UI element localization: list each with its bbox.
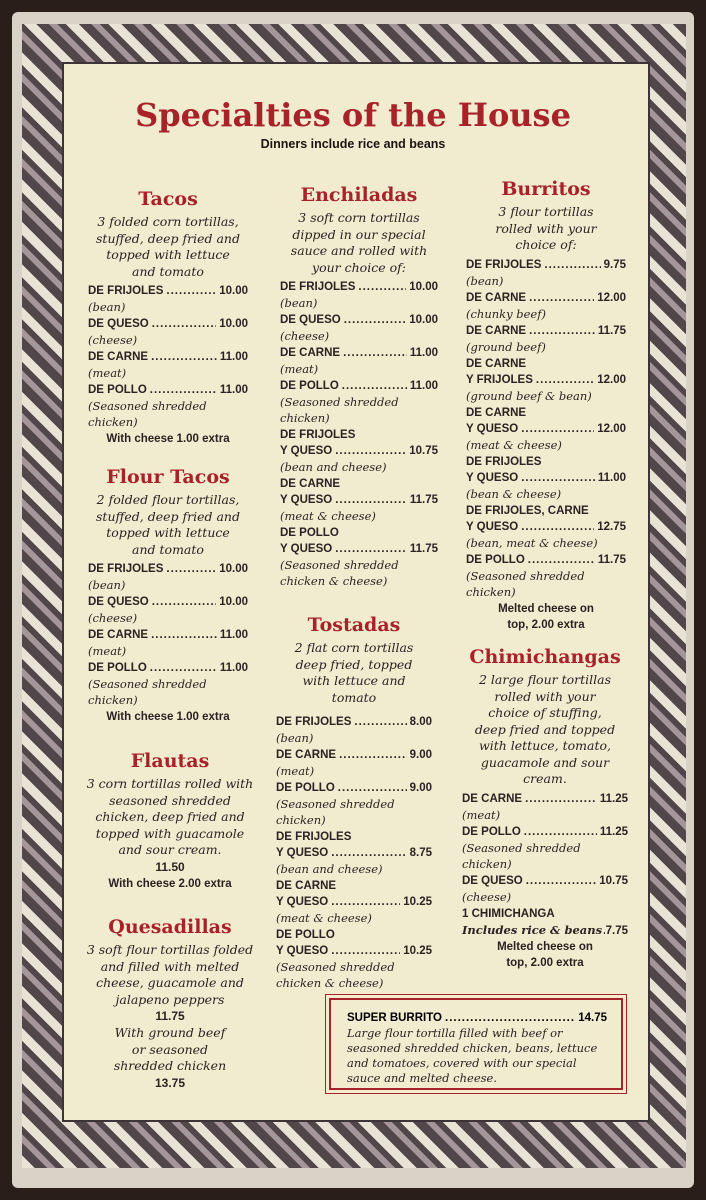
flautas-price: 11.50 bbox=[155, 859, 185, 874]
item-price: 9.00 bbox=[409, 782, 432, 794]
item-note: (bean) bbox=[88, 578, 126, 592]
menu-item bbox=[462, 922, 628, 939]
section-flautas bbox=[84, 750, 256, 892]
item-price: 11.75 bbox=[409, 543, 438, 555]
item-note: (bean and cheese) bbox=[280, 460, 387, 474]
item-name-line: DE CARNE bbox=[466, 357, 527, 370]
item-name: DE POLLO bbox=[462, 825, 521, 838]
item-note: (bean and cheese) bbox=[276, 862, 383, 876]
section-tostadas bbox=[276, 614, 432, 992]
section-desc: 3 corn tortillas rolled with seasoned shredded chicken, deep fried and topped with guacamole and sour cream. bbox=[86, 776, 254, 857]
item-name-line: DE CARNE bbox=[276, 880, 337, 892]
item-name: Y QUESO bbox=[280, 494, 333, 506]
section-title: Flour Tacos bbox=[106, 466, 230, 488]
item-price: 10.25 bbox=[403, 945, 432, 957]
item-note: (cheese) bbox=[88, 333, 138, 347]
item-name-line: DE FRIJOLES, CARNE bbox=[466, 504, 589, 517]
item-price: 14.75 bbox=[578, 1012, 607, 1024]
item-price: 10.75 bbox=[409, 445, 438, 457]
menu-item bbox=[88, 627, 248, 643]
quesadillas-price: 11.75 bbox=[155, 1009, 185, 1023]
item-note: (Seasoned shredded chicken) bbox=[276, 797, 395, 827]
item-name: DE FRIJOLES bbox=[276, 716, 352, 728]
menu-item bbox=[280, 443, 438, 459]
item-name: DE CARNE bbox=[466, 291, 527, 304]
item-price: 11.00 bbox=[597, 471, 626, 484]
menu-item bbox=[462, 791, 628, 807]
item-name: DE QUESO bbox=[280, 314, 341, 326]
item-name: DE CARNE bbox=[276, 749, 337, 761]
item-name-line: DE FRIJOLES bbox=[466, 455, 542, 468]
section-desc: 3 soft corn tortillas dipped in our special sauce and rolled with your choice of: bbox=[290, 210, 428, 275]
item-name-line: DE POLLO bbox=[280, 527, 339, 539]
item-name: DE QUESO bbox=[88, 318, 149, 330]
item-price: 11.75 bbox=[409, 494, 438, 506]
item-price: 11.25 bbox=[599, 825, 628, 838]
section-chimichangas bbox=[462, 646, 628, 971]
super-burrito-box bbox=[329, 998, 623, 1090]
menu-item bbox=[466, 552, 626, 568]
section-burritos bbox=[466, 178, 626, 633]
menu-item bbox=[88, 561, 248, 577]
item-price: 11.25 bbox=[599, 792, 628, 805]
menu-item bbox=[280, 541, 438, 557]
item-note: Includes rice & beans bbox=[462, 922, 603, 937]
item-name: 1 CHIMICHANGA bbox=[462, 907, 555, 920]
item-note: (Seasoned shredded chicken) bbox=[88, 399, 207, 429]
item-price: 11.75 bbox=[597, 324, 626, 337]
menu-item bbox=[466, 421, 626, 437]
item-note: (meat) bbox=[276, 764, 315, 778]
menu-item bbox=[462, 906, 628, 922]
section-tacos bbox=[88, 188, 248, 447]
item-note: (meat & cheese) bbox=[276, 911, 372, 925]
item-name: DE QUESO bbox=[88, 596, 149, 608]
item-note: (bean) bbox=[466, 273, 504, 288]
menu-item bbox=[466, 323, 626, 339]
item-price: 12.00 bbox=[597, 291, 626, 304]
item-price: 11.00 bbox=[219, 351, 248, 363]
item-note: (meat) bbox=[88, 644, 127, 658]
section-quesadillas bbox=[84, 916, 256, 1092]
menu-item bbox=[462, 824, 628, 840]
section-desc: 3 soft flour tortillas folded and filled with melted cheese, guacamole and jalapeno peppers bbox=[86, 942, 254, 1007]
item-note: (chunky beef) bbox=[466, 306, 546, 321]
item-price: 12.00 bbox=[597, 422, 626, 435]
item-name: DE POLLO bbox=[466, 553, 525, 566]
item-note: (meat) bbox=[462, 807, 501, 822]
menu-item bbox=[88, 660, 248, 676]
menu-title: Specialties of the House bbox=[135, 96, 571, 134]
item-name-line: DE FRIJOLES bbox=[280, 429, 356, 441]
section-title: Flautas bbox=[130, 750, 210, 772]
item-note: (Seasoned shredded chicken) bbox=[466, 568, 585, 599]
menu-item bbox=[466, 519, 626, 535]
quesadillas-option-price: 13.75 bbox=[154, 1075, 186, 1090]
menu-item bbox=[466, 257, 626, 273]
section-title: Quesadillas bbox=[108, 916, 232, 938]
item-note: (Seasoned shredded chicken & cheese) bbox=[276, 960, 395, 990]
item-name-line: DE POLLO bbox=[276, 929, 335, 941]
extra-note: With cheese 2.00 extra bbox=[108, 877, 232, 890]
item-name: DE CARNE bbox=[88, 351, 149, 363]
item-price: 11.00 bbox=[409, 347, 438, 359]
menu-item bbox=[466, 372, 626, 388]
item-price: 9.00 bbox=[409, 749, 432, 761]
menu-item bbox=[280, 492, 438, 508]
item-note: (meat & cheese) bbox=[280, 509, 376, 523]
menu-item bbox=[276, 894, 432, 910]
section-desc: 3 folded corn tortillas, stuffed, deep fried and topped with lettuce and tomato bbox=[96, 214, 240, 279]
menu-item bbox=[280, 378, 438, 394]
quesadillas-option-desc: With ground beef or seasoned shredded chicken bbox=[113, 1025, 227, 1073]
item-price: 10.75 bbox=[599, 874, 628, 887]
item-name: DE POLLO bbox=[280, 380, 339, 392]
item-name: Y QUESO bbox=[276, 847, 329, 859]
item-name: Y QUESO bbox=[466, 520, 519, 533]
section-desc: 2 flat corn tortillas deep fried, topped with lettuce and tomato bbox=[294, 640, 414, 705]
item-name: DE CARNE bbox=[466, 324, 527, 337]
item-price: 9.75 bbox=[603, 258, 626, 271]
item-note: (cheese) bbox=[280, 329, 330, 343]
item-note: (bean, meat & cheese) bbox=[466, 535, 598, 550]
item-note: (ground beef & bean) bbox=[466, 388, 592, 403]
item-note: (Seasoned shredded chicken & cheese) bbox=[280, 558, 399, 588]
menu-item bbox=[88, 594, 248, 610]
item-price: 10.00 bbox=[219, 285, 248, 297]
item-price: 10.25 bbox=[403, 896, 432, 908]
item-name: DE CARNE bbox=[462, 792, 523, 805]
item-price: 11.00 bbox=[219, 384, 248, 396]
item-price: 11.00 bbox=[219, 662, 248, 674]
menu-item bbox=[276, 747, 432, 763]
item-name-line: DE FRIJOLES bbox=[276, 831, 352, 843]
menu-item bbox=[462, 873, 628, 889]
item-note: (Seasoned shredded chicken) bbox=[88, 677, 207, 707]
menu-item bbox=[347, 1010, 607, 1026]
item-price: 11.00 bbox=[219, 629, 248, 641]
item-note: (bean) bbox=[88, 300, 126, 314]
item-name: DE FRIJOLES bbox=[466, 258, 542, 271]
item-price: 10.00 bbox=[219, 318, 248, 330]
section-flour-tacos bbox=[88, 466, 248, 725]
item-price: 11.00 bbox=[409, 380, 438, 392]
item-name: Y QUESO bbox=[276, 896, 329, 908]
item-note: (cheese) bbox=[462, 889, 512, 904]
menu-item bbox=[280, 312, 438, 328]
section-desc: 3 flour tortillas rolled with your choice of: bbox=[495, 204, 597, 252]
extra-note: Melted cheese on top, 2.00 extra bbox=[498, 602, 594, 631]
menu-item bbox=[466, 470, 626, 486]
item-price: 10.00 bbox=[219, 563, 248, 575]
menu-item bbox=[88, 349, 248, 365]
section-title: Tostadas bbox=[307, 614, 401, 636]
item-name: Y QUESO bbox=[466, 422, 519, 435]
section-title: Enchiladas bbox=[300, 184, 418, 206]
item-note: (Seasoned shredded chicken) bbox=[462, 840, 581, 871]
item-name: Y FRIJOLES bbox=[466, 373, 533, 386]
item-note: (meat) bbox=[88, 366, 127, 380]
item-name: DE FRIJOLES bbox=[88, 285, 164, 297]
section-desc: 2 folded flour tortillas, stuffed, deep fried and topped with lettuce and tomato bbox=[96, 492, 240, 557]
item-price: 12.00 bbox=[597, 373, 626, 386]
item-name: Y QUESO bbox=[276, 945, 329, 957]
menu-item bbox=[88, 316, 248, 332]
item-price: 10.00 bbox=[409, 314, 438, 326]
menu-item bbox=[276, 943, 432, 959]
item-name: DE POLLO bbox=[88, 662, 147, 674]
item-price: 11.75 bbox=[597, 553, 626, 566]
item-price: 8.75 bbox=[409, 847, 432, 859]
menu-subtitle: Dinners include rice and beans bbox=[260, 137, 446, 151]
section-title: Burritos bbox=[501, 178, 591, 200]
item-note: (meat) bbox=[280, 362, 319, 376]
menu-item bbox=[88, 382, 248, 398]
item-price: 10.00 bbox=[409, 281, 438, 293]
section-title: Chimichangas bbox=[469, 646, 621, 668]
section-title: Tacos bbox=[138, 188, 198, 210]
item-name: Y QUESO bbox=[280, 445, 333, 457]
item-note: (ground beef) bbox=[466, 339, 546, 354]
item-name: DE CARNE bbox=[88, 629, 149, 641]
item-name: DE QUESO bbox=[462, 874, 523, 887]
item-price: 12.75 bbox=[597, 520, 626, 533]
item-name: DE POLLO bbox=[276, 782, 335, 794]
super-burrito-desc: Large flour tortilla filled with beef or seasoned shredded chicken, beans, lettuce and tomatoes, covered with our special sauce and melted cheese. bbox=[347, 1026, 598, 1085]
item-note: (bean) bbox=[276, 731, 314, 745]
menu-item bbox=[276, 845, 432, 861]
section-enchiladas bbox=[280, 184, 438, 590]
item-name: Y QUESO bbox=[466, 471, 519, 484]
menu-item bbox=[280, 279, 438, 295]
extra-note: With cheese 1.00 extra bbox=[106, 711, 230, 723]
section-desc: 2 large flour tortillas rolled with your choice of stuffing, deep fried and topped with lettuce, tomato, guacamole and sour cream. bbox=[474, 672, 616, 786]
item-note: (meat & cheese) bbox=[466, 437, 562, 452]
item-name: DE CARNE bbox=[280, 347, 341, 359]
menu-item bbox=[276, 714, 432, 730]
item-name: DE FRIJOLES bbox=[280, 281, 356, 293]
menu-item bbox=[276, 780, 432, 796]
extra-note: Melted cheese on top, 2.00 extra bbox=[497, 940, 593, 969]
item-price: 8.00 bbox=[409, 716, 432, 728]
item-note: (bean & cheese) bbox=[466, 486, 562, 501]
item-name: Y QUESO bbox=[280, 543, 333, 555]
item-name-line: DE CARNE bbox=[466, 406, 527, 419]
item-price: 7.75 bbox=[605, 924, 628, 937]
item-name: DE POLLO bbox=[88, 384, 147, 396]
menu-item bbox=[280, 345, 438, 361]
item-name: SUPER BURRITO bbox=[347, 1012, 442, 1024]
item-note: (cheese) bbox=[88, 611, 138, 625]
item-name-line: DE CARNE bbox=[280, 478, 341, 490]
menu-item bbox=[88, 283, 248, 299]
item-note: (Seasoned shredded chicken) bbox=[280, 395, 399, 425]
extra-note: With cheese 1.00 extra bbox=[106, 433, 230, 445]
item-note: (bean) bbox=[280, 296, 318, 310]
menu-item bbox=[466, 290, 626, 306]
item-price: 10.00 bbox=[219, 596, 248, 608]
item-name: DE FRIJOLES bbox=[88, 563, 164, 575]
